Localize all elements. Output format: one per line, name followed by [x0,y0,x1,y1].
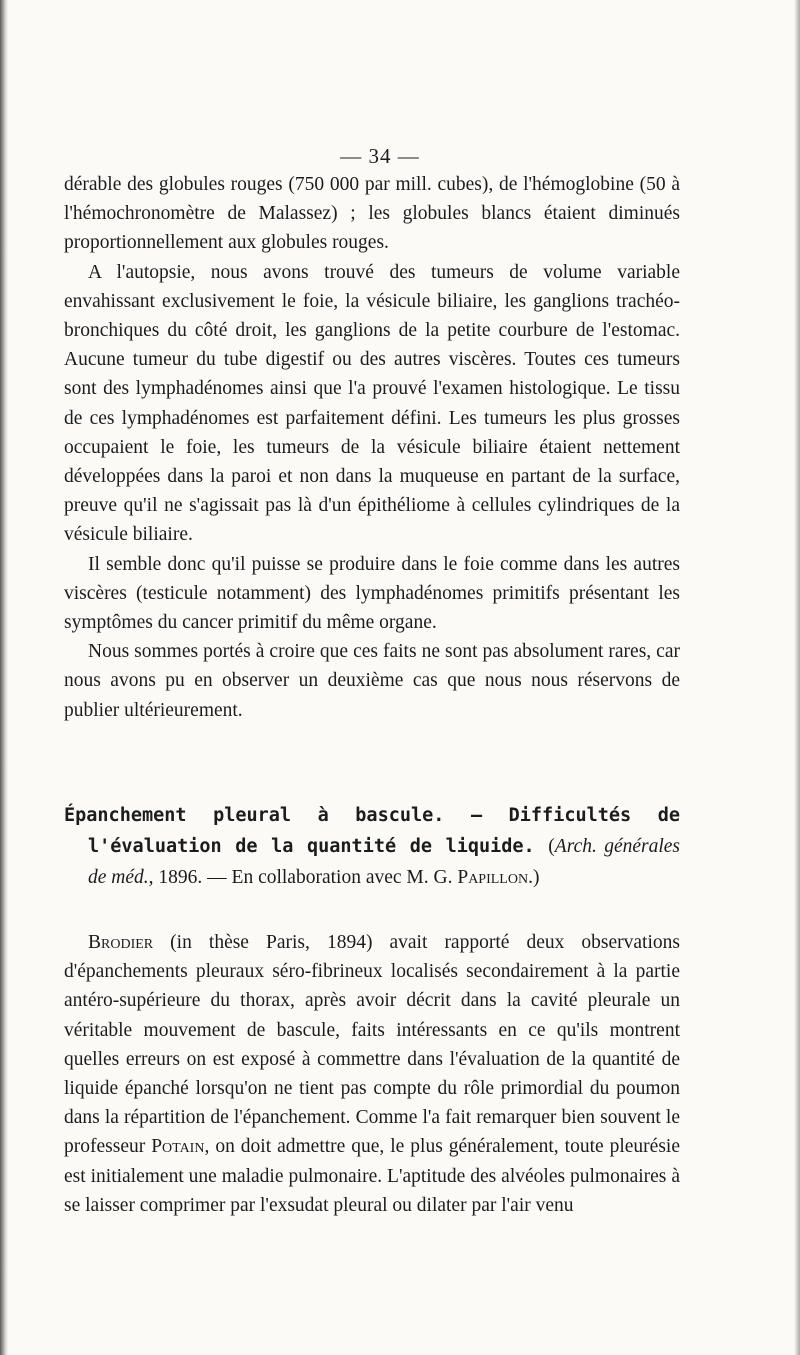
text-after-potain: , on doit admettre que, le plus généralement, toute pleurésie est initialement une maladie pulmonaire. L'aptitude des alvéoles pulmonaires à se laisser comprimer par l'exsudat pleural ou dilater par l'air venu [64,1136,680,1216]
reference-year-collab: , 1896. — En collaboration avec M. G. [148,867,458,888]
page-left-edge-shadow [0,0,8,1355]
paragraph-observation: Nous sommes portés à croire que ces faits ne sont pas absolument rares, car nous avons pu en observer un deuxième cas que nous nous réservons de publier ultérieurement. [64,641,680,721]
word-in: in [176,932,192,953]
reference-author: Papillon [457,867,529,888]
body-text-top [64,170,680,725]
author-potain: Potain [151,1136,205,1158]
reference-open: ( [548,836,555,857]
paragraph-autopsy: A l'autopsie, nous avons trouvé des tumeurs de volume variable envahissant exclusivement le foie, la vésicule biliaire, les ganglions trachéo-bronchiques du côté droit, les ganglions de la petite courbure de l'estomac. Aucune tumeur du tube digestif ou des autres viscères. Toutes ces tumeurs sont des lymphadénomes ainsi que l'a prouvé l'examen histologique. Le tissu de ces lymphadénomes est parfaitement défini. Les tumeurs les plus grosses occupaient le foie, les tumeurs de la vésicule biliaire étaient nettement développées dans la paroi et non dans la muqueuse en partant de la surface, preuve qu'il ne s'agissait pas là d'un épithéliome à cellules cylindriques de la vésicule biliaire. [64,261,680,546]
reference-journal: Arch. générales de méd. [88,836,680,888]
author-brodier: Brodier [88,932,154,953]
paragraph-brodier [64,928,680,1220]
page-right-edge-shadow [794,0,800,1355]
text-before-potain: thèse Paris, 1894) avait rapporté deux observations d'épanchements pleuraux séro-fibrineux localisés secondairement à la partie antéro-supérieure du thorax, après avoir décrit dans la cavité pleurale un véritable mouvement de bascule, faits intéressants en ce qu'ils montrent quelles erreurs on est exposé à commettre dans l'évaluation de la quantité de liquide épanché lorsqu'on ne tient pas compte du rôle primordial du poumon dans la répartition de l'épanchement. Comme l'a fait remarquer bien souvent le professeur [64,932,680,1158]
section-heading [64,800,680,893]
section-title: Épanchement pleural à bascule. — Difficultés de l'évaluation de la quantité de liquide. [64,805,680,857]
paragraph-continuation: dérable des globules rouges (750 000 par mill. cubes), de l'hémoglobine (50 à l'hémochronomètre de Malassez) ; les globules blancs étaient diminués proportionnellement aux globules rouges. [64,174,680,254]
paren-open: ( [153,932,177,953]
paragraph-conclusion: Il semble donc qu'il puisse se produire dans le foie comme dans les autres viscères (testicule notamment) des lymphadénomes primitifs présentant les symptômes du cancer primitif du même organe. [64,553,680,634]
page-number: — 34 — [340,144,420,168]
reference-close: .) [528,867,540,888]
body-text-bottom [64,928,680,1220]
